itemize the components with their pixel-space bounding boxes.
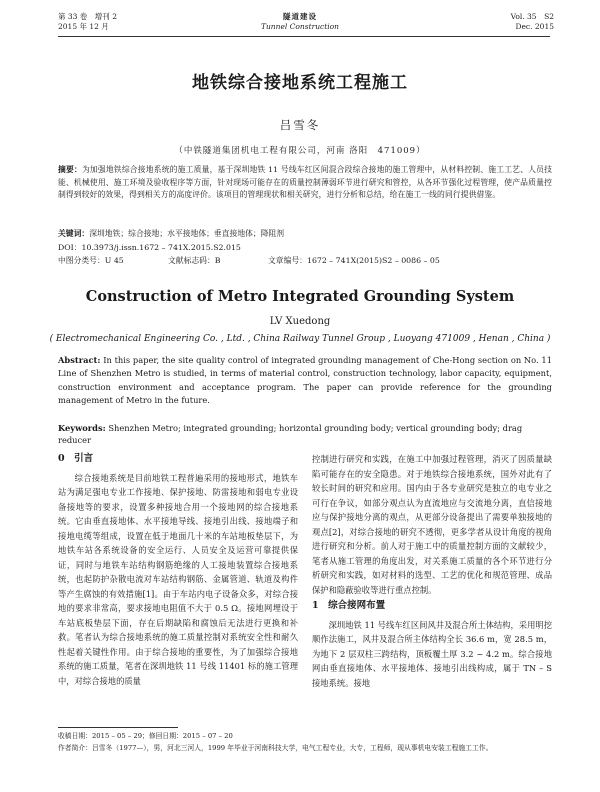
- article-number: 文章编号：1672 – 741X(2015)S2 – 0086 – 05: [268, 256, 440, 265]
- layout-paragraph-1: 深圳地铁 11 号线车红区间风井及混合所土体结构，采用明挖顺作法施工，风井及混合所主体结构全长 36.6 m，宽 28.5 m，为地下 2 层双柱三跨结构，顶板覆土厚 3.2 ~ 4.2 m。综合接地网由垂直接地体、水平接地体、接地引出线构成，属于 TN – S 接地系统。接地: [312, 619, 552, 688]
- affiliation-cn: （中铁隧道集团机电工程有限公司，河南 洛阳 471009）: [174, 146, 426, 156]
- section-heading-layout: 1 综合接网布置: [312, 600, 386, 611]
- abstract-label-cn: 摘要：: [58, 165, 82, 174]
- body-column-right: [312, 452, 552, 690]
- author-name-en: LV Xuedong: [269, 316, 331, 327]
- volume-issue-en: Vol. 35 S2: [510, 12, 554, 21]
- issue-date-en: Dec. 2015: [515, 22, 554, 31]
- article-title-en: Construction of Metro Integrated Grounding System: [85, 288, 515, 305]
- running-header-right: [511, 12, 554, 32]
- clc-number: 中图分类号：U 45: [58, 256, 124, 265]
- abstract-text-en: In this paper, the site quality control of integrated grounding management of Che-Hong section on No. 11 Line of Shenzhen Metro is studied, in terms of material control, construction technology, labor capacity, equipment, construction environment and acceptance program. The paper can provide reference for the grounding management of Metro in the future.: [58, 355, 552, 406]
- abstract-label-en: Abstract:: [58, 355, 101, 365]
- header-rule: [58, 36, 550, 37]
- footnote-received: 收稿日期：2015 – 05 – 29；修回日期：2015 – 07 – 20: [58, 732, 233, 740]
- keywords-label-cn: 关键词：: [58, 229, 90, 238]
- keywords-text-en: Shenzhen Metro; integrated grounding; horizontal grounding body; vertical grounding body; drag reducer: [58, 423, 523, 445]
- section-heading-introduction: 0 引言: [58, 453, 94, 464]
- issue-date: 2015 年 12 月: [58, 22, 109, 31]
- journal-name-en: Tunnel Construction: [260, 22, 340, 31]
- footnote-author-bio: 作者简介：吕雪冬（1977—），男，河北三河人，1999 年毕业于河南科技大学，电气工程专业，大专，工程师，现从事机电安装工程施工工作。: [58, 744, 493, 752]
- keywords-label-en: Keywords:: [58, 423, 106, 433]
- introduction-paragraph-continued: 控制进行研究和实践，在施工中加强过程管理，消灭了因质量缺陷可能存在的安全隐患。对于地铁综合接地系统，国外对此有了较长时间的研究和应用。国内由于各专业研究是独立的电专业之可行在争议，如部分观点认为直流地应与交流地分离，直信接地应与保护接地分离的观点，从更部分设备提出了需要单独接地的观点[2]，对综合接地的研究不透彻，更多学者从设计角度的视角进行研究和分析。前人对于施工中的质量控制方面的文献较少，笔者从施工管理的角度出发，对关系施工质量的各个环节进行分析研究和实践，如对材料的选型、工艺的优化和规范管理、成品保护和隐蔽验收等进行重点控制。: [312, 454, 552, 595]
- keywords-cn: [58, 228, 552, 240]
- abstract-cn: [58, 164, 552, 202]
- introduction-paragraph-1: 综合接地系统是目前地铁工程普遍采用的接地形式，地铁车站为满足强电专业工作接地、保护接地、防雷接地和弱电专业设备接地等的要求，设置多种接地合用一个接地网的综合接地系统。它由垂直接地体、水平接地导线、接地引出线、接地端子和接地电缆等组成，设置在低于地面几十米的车站地板垫层下，为地铁车站各系统设备的安全运行、人员安全及运营可靠提供保证，同时与地铁车站结构钢筋绝缘的人工接地装置综合接地系统，也起防护杂散电流对车站结构钢筋、金属管道、轨道及构件等产生腐蚀的有效措施[1]。由于车站内电子设备众多，对综合接地的要求非常高，要求接地电阻值不大于 0.5 Ω。接地网埋设于车站底板垫层下面，存在后期缺陷和腐蚀后无法进行更换和补救。笔者认为综合接地系统的施工质量控制对系统安全性和耐久性起着关键性作用。由于综合接地的重要性，为了加强综合接地系统的施工质量，笔者在深圳地铁 11 号线 11401 标的施工管理中，对综合接地的质量: [58, 472, 298, 686]
- journal-name-cn: 隧道建设: [283, 12, 317, 21]
- article-title-cn: 地铁综合接地系统工程施工: [192, 73, 408, 93]
- doi: DOI：10.3973/j.issn.1672 – 741X.2015.S2.015: [58, 243, 241, 252]
- affiliation-en: ( Electromechanical Engineering Co. , Ltd. , China Railway Tunnel Group , Luoyang 471009 , Henan , China ): [49, 334, 551, 344]
- keywords-text-cn: 深圳地铁；综合接地；水平接地体；垂直接地体；降阻剂: [89, 229, 285, 238]
- volume-issue: 第 33 卷 增刊 2: [58, 12, 117, 21]
- author-name-cn: 吕雪冬: [279, 118, 321, 132]
- keywords-en: [58, 422, 552, 446]
- body-column-left: [58, 452, 298, 688]
- document-code: 文献标志码：B: [168, 256, 221, 265]
- abstract-text-cn: 为加强地铁综合接地系统的施工质量，基于深圳地铁 11 号线车红区间混合段综合接地的施工管理中，从材料控制、施工工艺、人员技能、机械使用、施工环境及验收程序等方面，针对现场可能存在的质量控制薄弱环节进行研究和管控，从各环节强化过程管理，使产品质量控制得到较好的效果，得到相关方的高度评价。该项目的管理现状和相关研究，进行分析和总结，给在施工一线的同行提供借鉴。: [58, 165, 552, 200]
- abstract-en: [58, 354, 552, 408]
- footnote-rule: [58, 727, 178, 728]
